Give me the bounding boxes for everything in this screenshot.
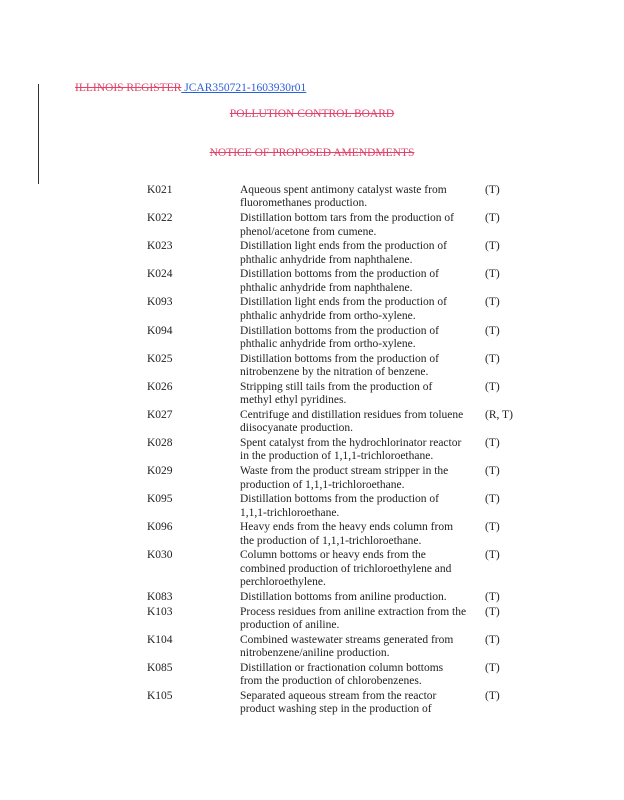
description-line: from the production of chlorobenzenes. — [240, 675, 422, 688]
waste-code: K103 — [147, 605, 173, 618]
hazard-code: (T) — [485, 324, 500, 337]
waste-code: K021 — [147, 184, 173, 196]
waste-description — [240, 353, 485, 380]
hazard-code: (T) — [485, 549, 500, 562]
description-line: Column bottoms or heavy ends from the — [240, 549, 426, 562]
description-line: 1,1,1-trichloroethane. — [240, 506, 340, 519]
hazard-code: (T) — [485, 436, 500, 449]
description-line: phthalic anhydride from naphthalene. — [240, 281, 413, 294]
jcar-reference-inserted: JCAR350721-1603930r01 — [181, 82, 307, 94]
hazard-code: (T) — [485, 521, 500, 534]
waste-description — [240, 521, 485, 548]
waste-row-k021 — [0, 184, 624, 211]
description-line: Spent catalyst from the hydrochlorinator reactor — [240, 436, 462, 449]
description-line: combined production of trichloroethylene and — [240, 562, 452, 575]
description-line: phthalic anhydride from naphthalene. — [240, 253, 413, 266]
waste-description — [240, 493, 485, 520]
board-title-deleted: POLLUTION CONTROL BOARD — [229, 108, 395, 120]
waste-row-k030 — [0, 549, 624, 589]
waste-code: K028 — [147, 436, 173, 449]
waste-code: K104 — [147, 633, 173, 646]
hazard-code: (T) — [485, 633, 500, 646]
waste-code: K085 — [147, 661, 173, 674]
waste-row-k085 — [0, 662, 624, 689]
hazard-code: (T) — [485, 212, 500, 225]
waste-code: K096 — [147, 521, 173, 534]
waste-row-k083 — [0, 591, 624, 604]
waste-description — [240, 465, 485, 492]
hazard-code: (T) — [485, 268, 500, 281]
waste-row-k094 — [0, 325, 624, 352]
waste-row-k029 — [0, 465, 624, 492]
description-line: Stripping still tails from the production of — [240, 380, 433, 393]
description-line: Separated aqueous stream from the reactor — [240, 689, 437, 702]
description-line: phenol/acetone from cumene. — [240, 225, 377, 238]
description-line: Distillation bottoms from the production of — [240, 352, 439, 365]
description-line: Distillation light ends from the production of — [240, 240, 447, 253]
waste-row-k103 — [0, 606, 624, 633]
waste-row-k104 — [0, 634, 624, 661]
waste-description — [240, 690, 485, 717]
description-line: diisocyanate production. — [240, 422, 354, 435]
waste-row-k105 — [0, 690, 624, 717]
waste-row-k093 — [0, 296, 624, 323]
hazard-code: (T) — [485, 465, 500, 478]
description-line: fluoromethanes production. — [240, 197, 368, 210]
notice-heading — [0, 147, 624, 159]
waste-code: K022 — [147, 212, 173, 225]
waste-code: K027 — [147, 408, 173, 421]
description-line: Centrifuge and distillation residues from toluene — [240, 408, 464, 421]
waste-code: K029 — [147, 465, 173, 478]
waste-description — [240, 634, 485, 661]
waste-description — [240, 591, 485, 604]
description-line: Distillation or fractionation column bottoms — [240, 661, 444, 674]
description-line: nitrobenzene by the nitration of benzene. — [240, 366, 429, 379]
description-line: phthalic anhydride from ortho-xylene. — [240, 337, 416, 350]
waste-code: K023 — [147, 240, 173, 253]
waste-row-k026 — [0, 381, 624, 408]
register-header — [75, 82, 306, 94]
waste-row-k023 — [0, 240, 624, 267]
waste-description — [240, 325, 485, 352]
waste-description — [240, 409, 485, 436]
waste-code: K026 — [147, 380, 173, 393]
waste-description — [240, 606, 485, 633]
revision-change-bar — [38, 84, 39, 184]
description-line: nitrobenzene/aniline production. — [240, 647, 390, 660]
description-line: Distillation bottoms from aniline production. — [240, 590, 447, 603]
waste-code: K105 — [147, 689, 173, 702]
waste-code: K030 — [147, 549, 173, 562]
waste-row-k022 — [0, 212, 624, 239]
waste-description — [240, 212, 485, 239]
waste-code: K025 — [147, 352, 173, 365]
waste-row-k024 — [0, 268, 624, 295]
waste-description — [240, 549, 485, 589]
description-line: product washing step in the production of — [240, 703, 432, 716]
waste-code: K024 — [147, 268, 173, 281]
hazard-code: (T) — [485, 590, 500, 603]
description-line: Distillation light ends from the production of — [240, 296, 447, 309]
description-line: production of 1,1,1-trichloroethane. — [240, 478, 405, 491]
hazard-code: (T) — [485, 296, 500, 309]
waste-row-k025 — [0, 353, 624, 380]
hazard-code: (T) — [485, 352, 500, 365]
description-line: Aqueous spent antimony catalyst waste from — [240, 184, 447, 196]
hazardous-waste-table — [0, 184, 624, 718]
description-line: Waste from the product stream stripper in the — [240, 465, 449, 478]
description-line: Distillation bottoms from the production of — [240, 324, 439, 337]
description-line: methyl ethyl pyridines. — [240, 394, 347, 407]
description-line: Distillation bottoms from the production of — [240, 268, 439, 281]
description-line: Heavy ends from the heavy ends column from — [240, 521, 454, 534]
waste-code: K083 — [147, 590, 173, 603]
waste-description — [240, 268, 485, 295]
waste-code: K095 — [147, 493, 173, 506]
register-title-deleted: ILLINOIS REGISTER — [75, 82, 182, 94]
description-line: in the production of 1,1,1-trichloroethane. — [240, 450, 434, 463]
description-line: the production of 1,1,1-trichloroethane. — [240, 534, 422, 547]
description-line: Distillation bottom tars from the production of — [240, 212, 454, 225]
hazard-code: (T) — [485, 380, 500, 393]
waste-description — [240, 437, 485, 464]
description-line: Combined wastewater streams generated from — [240, 633, 454, 646]
description-line: production of aniline. — [240, 619, 340, 632]
waste-description — [240, 184, 485, 211]
waste-description — [240, 240, 485, 267]
hazard-code: (T) — [485, 184, 500, 196]
description-line: perchloroethylene. — [240, 576, 326, 589]
description-line: phthalic anhydride from ortho-xylene. — [240, 309, 416, 322]
hazard-code: (R, T) — [485, 408, 513, 421]
waste-description — [240, 381, 485, 408]
waste-row-k027 — [0, 409, 624, 436]
waste-row-k095 — [0, 493, 624, 520]
description-line: Process residues from aniline extraction from the — [240, 605, 467, 618]
waste-code: K094 — [147, 324, 173, 337]
hazard-code: (T) — [485, 605, 500, 618]
notice-title-deleted: NOTICE OF PROPOSED AMENDMENTS — [209, 147, 415, 159]
board-heading — [0, 108, 624, 120]
hazard-code: (T) — [485, 240, 500, 253]
description-line: Distillation bottoms from the production of — [240, 493, 439, 506]
hazard-code: (T) — [485, 689, 500, 702]
waste-description — [240, 662, 485, 689]
waste-row-k028 — [0, 437, 624, 464]
waste-code: K093 — [147, 296, 173, 309]
waste-row-k096 — [0, 521, 624, 548]
waste-description — [240, 296, 485, 323]
hazard-code: (T) — [485, 661, 500, 674]
hazard-code: (T) — [485, 493, 500, 506]
